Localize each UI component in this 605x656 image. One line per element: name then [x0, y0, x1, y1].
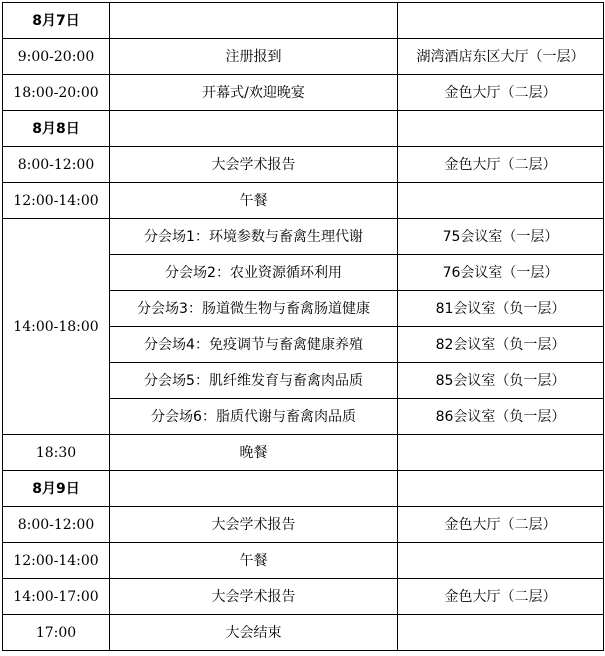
date-label: 8月8日 — [3, 111, 110, 147]
empty-cell — [398, 111, 604, 147]
session-venue-cell: 75会议室（一层） — [398, 219, 604, 255]
event-cell: 大会结束 — [110, 615, 398, 651]
empty-cell — [110, 3, 398, 39]
table-row — [3, 39, 604, 75]
time-cell: 17:00 — [3, 615, 110, 651]
time-cell: 8:00-12:00 — [3, 147, 110, 183]
table-row — [3, 75, 604, 111]
venue-cell — [398, 543, 604, 579]
session-event-cell: 分会场2：农业资源循环利用 — [110, 255, 398, 291]
session-venue-cell: 82会议室（负一层） — [398, 327, 604, 363]
session-venue-cell: 76会议室（一层） — [398, 255, 604, 291]
session-venue-cell: 81会议室（负一层） — [398, 291, 604, 327]
date-row — [3, 471, 604, 507]
event-cell: 午餐 — [110, 183, 398, 219]
table-row — [3, 183, 604, 219]
event-cell: 注册报到 — [110, 39, 398, 75]
time-cell: 18:30 — [3, 435, 110, 471]
venue-cell: 金色大厅（二层） — [398, 579, 604, 615]
session-venue-cell: 85会议室（负一层） — [398, 363, 604, 399]
event-cell: 大会学术报告 — [110, 147, 398, 183]
event-cell: 大会学术报告 — [110, 507, 398, 543]
session-row — [3, 219, 604, 255]
date-label: 8月7日 — [3, 3, 110, 39]
empty-cell — [110, 111, 398, 147]
time-cell: 18:00-20:00 — [3, 75, 110, 111]
schedule-body — [3, 3, 604, 651]
venue-cell — [398, 183, 604, 219]
time-cell: 9:00-20:00 — [3, 39, 110, 75]
venue-cell: 金色大厅（二层） — [398, 147, 604, 183]
venue-cell: 金色大厅（二层） — [398, 75, 604, 111]
table-row — [3, 543, 604, 579]
event-cell: 晚餐 — [110, 435, 398, 471]
session-event-cell: 分会场3：肠道微生物与畜禽肠道健康 — [110, 291, 398, 327]
empty-cell — [398, 471, 604, 507]
table-row — [3, 147, 604, 183]
time-cell: 12:00-14:00 — [3, 183, 110, 219]
event-cell: 开幕式/欢迎晚宴 — [110, 75, 398, 111]
empty-cell — [398, 3, 604, 39]
time-cell: 14:00-17:00 — [3, 579, 110, 615]
venue-cell: 湖湾酒店东区大厅（一层） — [398, 39, 604, 75]
table-row — [3, 579, 604, 615]
date-label: 8月9日 — [3, 471, 110, 507]
table-row — [3, 507, 604, 543]
event-cell: 大会学术报告 — [110, 579, 398, 615]
venue-cell: 金色大厅（二层） — [398, 507, 604, 543]
session-event-cell: 分会场6：脂质代谢与畜禽肉品质 — [110, 399, 398, 435]
venue-cell — [398, 615, 604, 651]
venue-cell — [398, 435, 604, 471]
time-cell: 12:00-14:00 — [3, 543, 110, 579]
event-cell: 午餐 — [110, 543, 398, 579]
schedule-table — [2, 2, 604, 651]
table-row — [3, 435, 604, 471]
table-row — [3, 615, 604, 651]
time-cell: 8:00-12:00 — [3, 507, 110, 543]
session-event-cell: 分会场5：肌纤维发育与畜禽肉品质 — [110, 363, 398, 399]
empty-cell — [110, 471, 398, 507]
date-row — [3, 111, 604, 147]
session-venue-cell: 86会议室（负一层） — [398, 399, 604, 435]
date-row — [3, 3, 604, 39]
time-cell-sessions: 14:00-18:00 — [3, 219, 110, 435]
session-event-cell: 分会场1：环境参数与畜禽生理代谢 — [110, 219, 398, 255]
session-event-cell: 分会场4：免疫调节与畜禽健康养殖 — [110, 327, 398, 363]
